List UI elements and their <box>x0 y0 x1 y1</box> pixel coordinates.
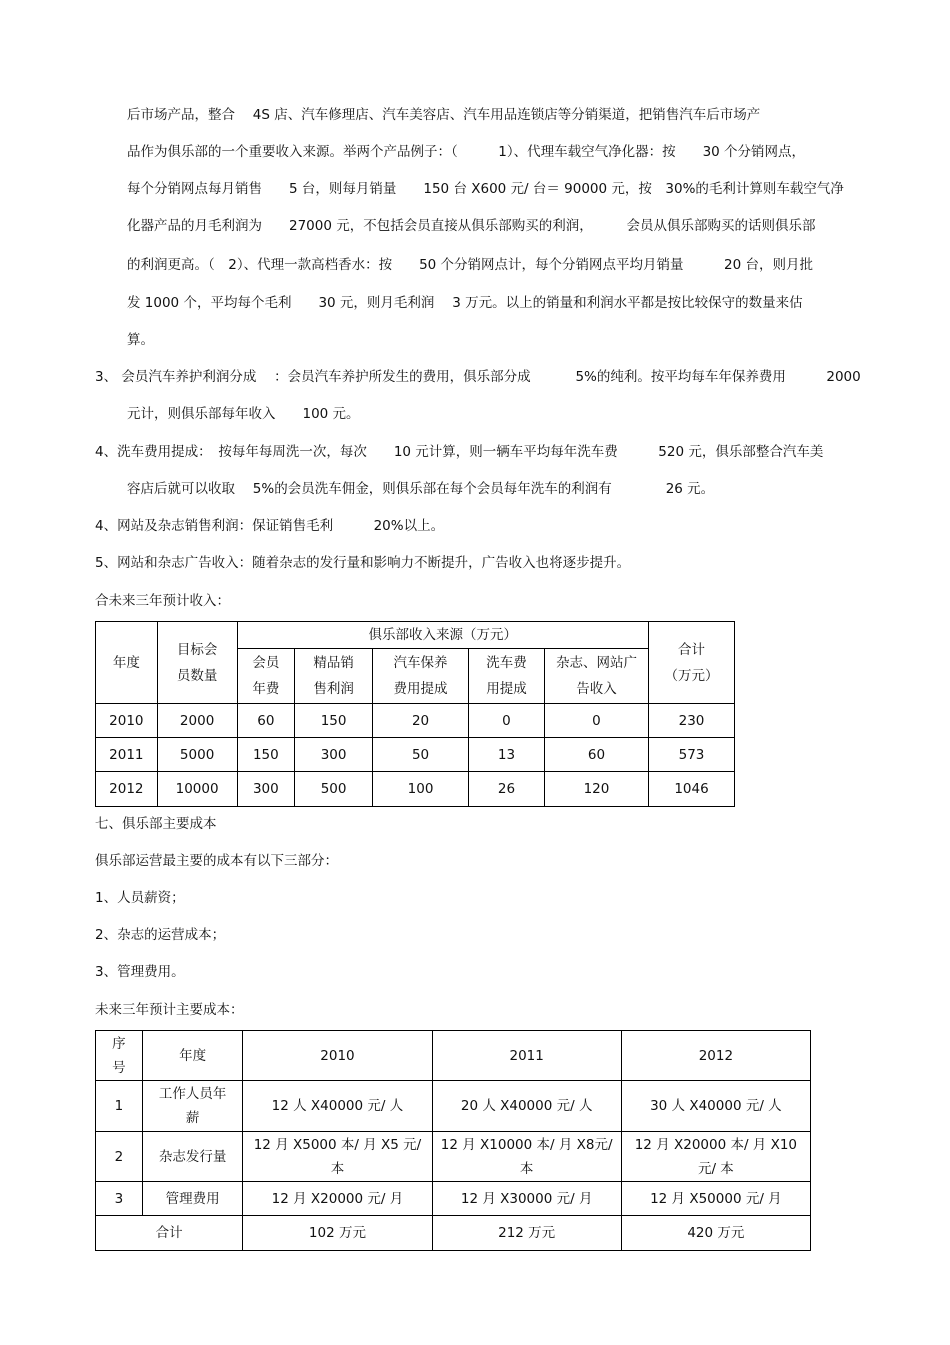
paragraph-line: 俱乐部运营最主要的成本有以下三部分： <box>95 853 338 869</box>
list-item: 4、洗车费用提成： 按每年每周洗一次，每次 10 元计算，则一辆车平均每年洗车费 520 元，俱乐部整合汽车美 <box>95 444 824 460</box>
header-cell: 会员 年费 <box>237 649 295 704</box>
table-cell: 26 <box>469 772 545 807</box>
header-cell: 2011 <box>432 1031 621 1081</box>
table-cell: 1 <box>96 1081 143 1132</box>
table-row <box>96 1182 811 1216</box>
paragraph-line: 每个分销网点每月销售 5 台，则每月销量 150 台 X600 元/ 台＝ 90000 元，按 30%的毛利计算则车载空气净 <box>127 181 844 197</box>
header-cell: 洗车费 用提成 <box>469 649 545 704</box>
header-cell: 2012 <box>621 1031 810 1081</box>
table-cell: 2011 <box>96 738 158 772</box>
table-cell: 12 月 X10000 本/ 月 X8元/ 本 <box>432 1132 621 1182</box>
paragraph-line: 发 1000 个，平均每个毛利 30 元，则月毛利润 3 万元。以上的销量和利润水平都是按比较保守的数量来估 <box>127 295 803 311</box>
table-cell: 300 <box>237 772 295 807</box>
table-cell: 2000 <box>157 704 237 738</box>
list-item: 4、网站及杂志销售利润：保证销售毛利 20%以上。 <box>95 518 445 534</box>
table-cell: 13 <box>469 738 545 772</box>
table-cell: 150 <box>237 738 295 772</box>
table-cell: 30 人 X40000 元/ 人 <box>621 1081 810 1132</box>
table-cell: 120 <box>544 772 648 807</box>
table-cell: 212 万元 <box>432 1216 621 1251</box>
header-cell: 汽车保养 费用提成 <box>373 649 469 704</box>
table-cell: 50 <box>373 738 469 772</box>
table-cell: 102 万元 <box>243 1216 432 1251</box>
table-row <box>96 738 735 772</box>
header-cell: 2010 <box>243 1031 432 1081</box>
table-cell: 60 <box>237 704 295 738</box>
paragraph-line: 后市场产品，整合 4S 店、汽车修理店、汽车美容店、汽车用品连锁店等分销渠道，把销售汽车后市场产 <box>127 107 761 123</box>
table-cell: 1046 <box>649 772 735 807</box>
header-cell: 序 号 <box>96 1031 143 1081</box>
table-cell: 管理费用 <box>142 1182 243 1216</box>
header-cell: 精品销 售利润 <box>295 649 373 704</box>
table-cell: 12 月 X5000 本/ 月 X5 元/ 本 <box>243 1132 432 1182</box>
paragraph-line: 算。 <box>127 332 154 348</box>
list-item: 5、网站和杂志广告收入：随着杂志的发行量和影响力不断提升，广告收入也将逐步提升。 <box>95 555 631 571</box>
table-caption: 未来三年预计主要成本： <box>95 1002 244 1018</box>
table-cell: 12 月 X30000 元/ 月 <box>432 1182 621 1216</box>
list-item: 1、人员薪资； <box>95 890 185 906</box>
table-cell: 合计 <box>96 1216 243 1251</box>
table-row <box>96 704 735 738</box>
table-cell: 12 月 X50000 元/ 月 <box>621 1182 810 1216</box>
table-cell: 2010 <box>96 704 158 738</box>
table-cell: 12 月 X20000 本/ 月 X10 元/ 本 <box>621 1132 810 1182</box>
header-cell: 合计 （万元） <box>649 622 735 704</box>
section-heading: 七、俱乐部主要成本 <box>95 816 217 832</box>
table-cell: 0 <box>544 704 648 738</box>
list-item: 3、 会员汽车养护利润分成 ：会员汽车养护所发生的费用，俱乐部分成 5%的纯利。按平均每车年保养费用 2000 <box>95 369 861 385</box>
paragraph-line: 化器产品的月毛利润为 27000 元，不包括会员直接从俱乐部购买的利润， 会员从俱乐部购买的话则俱乐部 <box>127 218 816 234</box>
cost-table <box>95 1030 811 1251</box>
table-cell: 0 <box>469 704 545 738</box>
header-cell: 年度 <box>142 1031 243 1081</box>
header-cell: 年度 <box>96 622 158 704</box>
list-item-continuation: 容店后就可以收取 5%的会员洗车佣金，则俱乐部在每个会员每年洗车的利润有 26 元。 <box>127 481 715 497</box>
table-row <box>96 1081 811 1132</box>
table-caption: 合未来三年预计收入： <box>95 593 230 609</box>
table-cell: 230 <box>649 704 735 738</box>
table-cell: 60 <box>544 738 648 772</box>
table-row <box>96 772 735 807</box>
table-cell: 10000 <box>157 772 237 807</box>
table-cell: 工作人员年 薪 <box>142 1081 243 1132</box>
list-item: 2、杂志的运营成本； <box>95 927 226 943</box>
table-cell: 12 月 X20000 元/ 月 <box>243 1182 432 1216</box>
list-item: 3、管理费用。 <box>95 964 185 980</box>
table-cell: 20 人 X40000 元/ 人 <box>432 1081 621 1132</box>
table-cell: 3 <box>96 1182 143 1216</box>
table-cell: 杂志发行量 <box>142 1132 243 1182</box>
table-cell: 20 <box>373 704 469 738</box>
table-cell: 573 <box>649 738 735 772</box>
revenue-table <box>95 621 735 807</box>
table-cell: 2012 <box>96 772 158 807</box>
header-cell: 杂志、网站广 告收入 <box>544 649 648 704</box>
table-cell: 150 <box>295 704 373 738</box>
header-cell: 目标会 员数量 <box>157 622 237 704</box>
paragraph-line: 的利润更高。（ 2）、代理一款高档香水：按 50 个分销网点计，每个分销网点平均月销量 20 台，则月批 <box>127 257 814 273</box>
list-item-continuation: 元计，则俱乐部每年收入 100 元。 <box>127 406 360 422</box>
paragraph-line: 品作为俱乐部的一个重要收入来源。举两个产品例子：（ 1）、代理车载空气净化器：按 30 个分销网点， <box>127 144 806 160</box>
table-cell: 2 <box>96 1132 143 1182</box>
table-cell: 420 万元 <box>621 1216 810 1251</box>
table-cell: 500 <box>295 772 373 807</box>
table-row-total <box>96 1216 811 1251</box>
table-cell: 300 <box>295 738 373 772</box>
header-cell: 俱乐部收入来源（万元） <box>237 622 648 649</box>
table-row <box>96 1132 811 1182</box>
table-cell: 12 人 X40000 元/ 人 <box>243 1081 432 1132</box>
table-cell: 100 <box>373 772 469 807</box>
table-cell: 5000 <box>157 738 237 772</box>
